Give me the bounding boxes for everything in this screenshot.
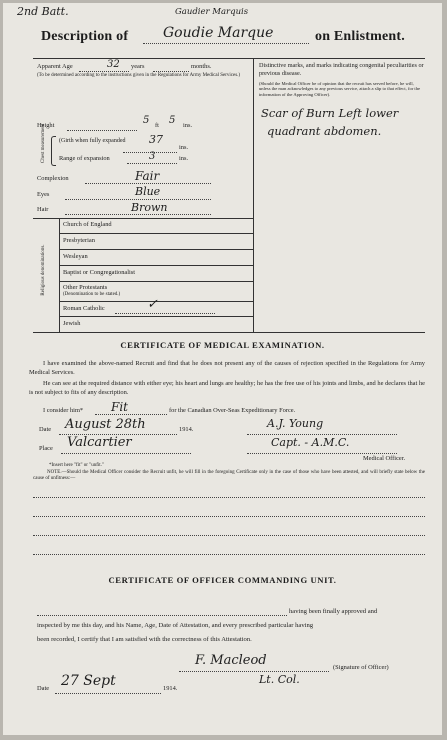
commanding-officer-rank: Lt. Col.: [259, 673, 300, 686]
title-suffix: on Enlistment.: [315, 29, 405, 44]
height-in-label: ins.: [183, 122, 193, 129]
religion-other-protestants: Other Protestants: [63, 284, 108, 291]
officer-line-1: having been finally approved and: [289, 608, 378, 615]
marks-line-1: Scar of Burn Left lower: [261, 106, 399, 120]
religion-baptist: Baptist or Congregationalist: [63, 269, 136, 276]
eyes-value: Blue: [135, 185, 161, 198]
age-value: 32: [107, 59, 120, 70]
religion-wesleyan: Wesleyan: [63, 253, 88, 260]
medical-note: NOTE.—Should the Medical Officer consider the Recruit unfit, he will fill in the foregoing Certificate only in the case of those who have been attested, and will briefly state below the cause of unfitness:—: [33, 470, 425, 482]
age-note: (To be determined according to the instructions given in the Regulations for Army Medical Services.): [37, 73, 241, 78]
medical-place-value: Valcartier: [67, 435, 132, 450]
chest-label: Chest measurement: [41, 123, 46, 163]
age-label: Apparent Age: [37, 63, 73, 70]
complexion-value: Fair: [135, 169, 160, 183]
girth-value: 37: [149, 133, 163, 146]
protestants-note: (Denomination to be stated.): [63, 292, 121, 297]
height-feet: 5: [143, 115, 150, 126]
medical-paragraph-2: He can see at the required distance with either eye; his heart and lungs are healthy; he has the free use of his joints and limbs, and he declares that he is not subject to fits of any description.: [29, 380, 425, 396]
officer-heading: CERTIFICATE OF OFFICER COMMANDING UNIT.: [108, 575, 337, 585]
months-label: months.: [191, 63, 212, 70]
girth-label: (Girth when fully expanded: [59, 138, 126, 144]
medical-officer-label: Medical Officer.: [363, 455, 406, 462]
marks-line-2: quadrant abdomen.: [267, 124, 382, 138]
officer-line-3: been recorded, I certify that I am satisfied with the correctness of this Attestation.: [37, 636, 252, 643]
range-value: 3: [149, 151, 156, 162]
height-label: Height: [37, 122, 55, 129]
medical-date-label: Date: [39, 426, 52, 433]
range-unit: ins.: [179, 155, 189, 162]
years-label: years: [131, 63, 145, 70]
height-inches: 5: [169, 115, 176, 126]
consider-prefix: I consider him*: [43, 407, 84, 414]
religion-heading: Religious denominations.: [41, 244, 46, 296]
attestation-page: [3, 3, 442, 735]
medical-heading: CERTIFICATE OF MEDICAL EXAMINATION.: [120, 340, 325, 350]
religion-roman-catholic: Roman Catholic: [63, 305, 105, 312]
marks-heading: Distinctive marks, and marks indicating congenital peculiarities or previous disease.: [259, 62, 424, 77]
medical-paragraph-1: I have examined the above-named Recruit and find that he does not present any of the causes of rejection specified in the Regulations for Army Medical Services.: [29, 360, 425, 376]
consider-suffix: for the Canadian Over-Seas Expeditionary Force.: [169, 407, 296, 414]
signature-label: (Signature of Officer): [333, 664, 389, 671]
officer-date-value: 27 Sept: [61, 673, 116, 689]
hair-label: Hair: [37, 206, 49, 213]
hair-value: Brown: [131, 201, 168, 214]
medical-place-label: Place: [39, 445, 53, 452]
officer-date-year: 1914.: [163, 685, 178, 692]
medical-officer-signature: A.J. Young: [267, 417, 324, 430]
religion-jewish: Jewish: [63, 320, 81, 327]
commanding-officer-signature: F. Macleod: [195, 653, 267, 668]
religion-presbyterian: Presbyterian: [63, 237, 95, 244]
medical-date-year: 1914.: [179, 426, 194, 433]
medical-date-value: August 28th: [65, 417, 146, 432]
recruit-name: Goudie Marque: [163, 25, 274, 41]
height-ft-label: ft: [155, 122, 159, 129]
consider-value: Fit: [111, 400, 128, 414]
range-label: Range of expansion: [59, 155, 110, 162]
officer-line-2: inspected by me this day, and his Name, Age, Date of Attestation, and every prescribed particular having: [37, 622, 314, 629]
girth-unit: ins.: [179, 144, 189, 151]
complexion-label: Complexion: [37, 175, 69, 182]
eyes-label: Eyes: [37, 191, 50, 198]
name-above-title: Gaudier Marquis: [175, 7, 249, 17]
medical-officer-rank: Capt. - A.M.C.: [271, 436, 350, 449]
religion-church-of-england: Church of England: [63, 221, 112, 228]
battalion-annotation: 2nd Batt.: [17, 5, 69, 18]
title-prefix: Description of: [41, 29, 129, 44]
marks-note: (Should the Medical Officer be of opinion that the recruit has served before, he will, unless the man acknowledges to any previous service, attach a slip to that effect, for the information of the Approving Officer).: [259, 81, 421, 97]
officer-date-label: Date: [37, 685, 50, 692]
roman-catholic-mark: ✓: [147, 297, 158, 312]
fit-footnote: *Insert here "fit" or "unfit.": [49, 463, 104, 468]
